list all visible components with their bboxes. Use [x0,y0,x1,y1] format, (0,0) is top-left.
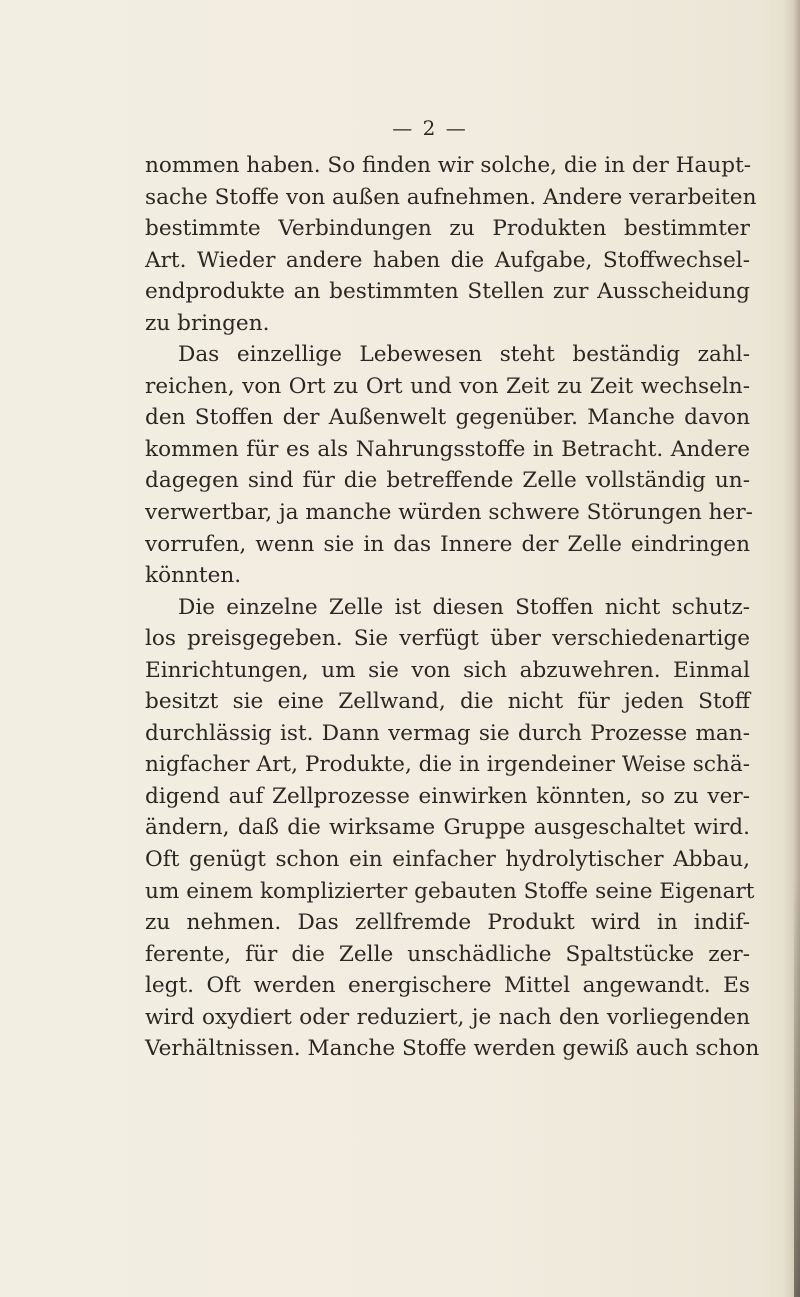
paragraph-start-line: Das einzellige Lebewesen steht beständig zahl- [178,342,750,368]
text-line: kommen für es als Nahrungsstoffe in Betracht. Andere [145,436,750,462]
text-line: Einrichtungen, um sie von sich abzuwehren. Einmal [145,657,750,683]
text-line: wird oxydiert oder reduziert, je nach den vorliegenden [145,1004,750,1030]
body-text [145,150,760,1065]
text-line: nigfacher Art, Produkte, die in irgendeiner Weise schä- [145,752,750,778]
text-line: Art. Wieder andere haben die Aufgabe, Stoffwechsel- [145,247,750,273]
paragraph-start-line: Die einzelne Zelle ist diesen Stoffen nicht schutz- [178,594,750,620]
text-line: los preisgegeben. Sie verfügt über verschiedenartige [145,626,750,652]
text-line: sache Stoffe von außen aufnehmen. Andere verarbeiten [145,184,757,210]
text-line: digend auf Zellprozesse einwirken könnten, so zu ver- [145,783,750,809]
text-line: bestimmte Verbindungen zu Produkten bestimmter [145,216,750,242]
text-line: endprodukte an bestimmten Stellen zur Ausscheidung [145,279,750,305]
text-line: Verhältnissen. Manche Stoffe werden gewiß auch schon [145,1036,760,1062]
text-line: reichen, von Ort zu Ort und von Zeit zu Zeit wechseln- [145,373,750,399]
text-line: durchlässig ist. Dann vermag sie durch Prozesse man- [145,720,750,746]
text-line: ferente, für die Zelle unschädliche Spaltstücke zer- [145,941,750,967]
text-line: Oft genügt schon ein einfacher hydrolytischer Abbau, [145,847,750,873]
text-line: dagegen sind für die betreffende Zelle vollständig un- [145,468,750,494]
text-line: ändern, daß die wirksame Gruppe ausgeschaltet wird. [145,815,750,841]
text-line: nommen haben. So finden wir solche, die in der Haupt- [145,153,752,178]
text-line: um einem komplizierter gebauten Stoffe seine Eigenart [145,878,755,904]
page-binding-shadow [794,877,800,1297]
page-number: — 2 — [392,116,468,140]
text-line: besitzt sie eine Zellwand, die nicht für jeden Stoff [145,689,750,715]
text-line: vorrufen, wenn sie in das Innere der Zelle eindringen [145,531,750,557]
text-line: den Stoffen der Außenwelt gegenüber. Manche davon [145,405,750,431]
text-line: legt. Oft werden energischere Mittel angewandt. Es [145,973,750,999]
text-line: zu nehmen. Das zellfremde Produkt wird in indif- [145,910,750,936]
paragraph-end-line: könnten. [145,563,242,589]
text-line: verwertbar, ja manche würden schwere Störungen her- [145,500,753,526]
paragraph-end-line: zu bringen. [145,310,270,336]
